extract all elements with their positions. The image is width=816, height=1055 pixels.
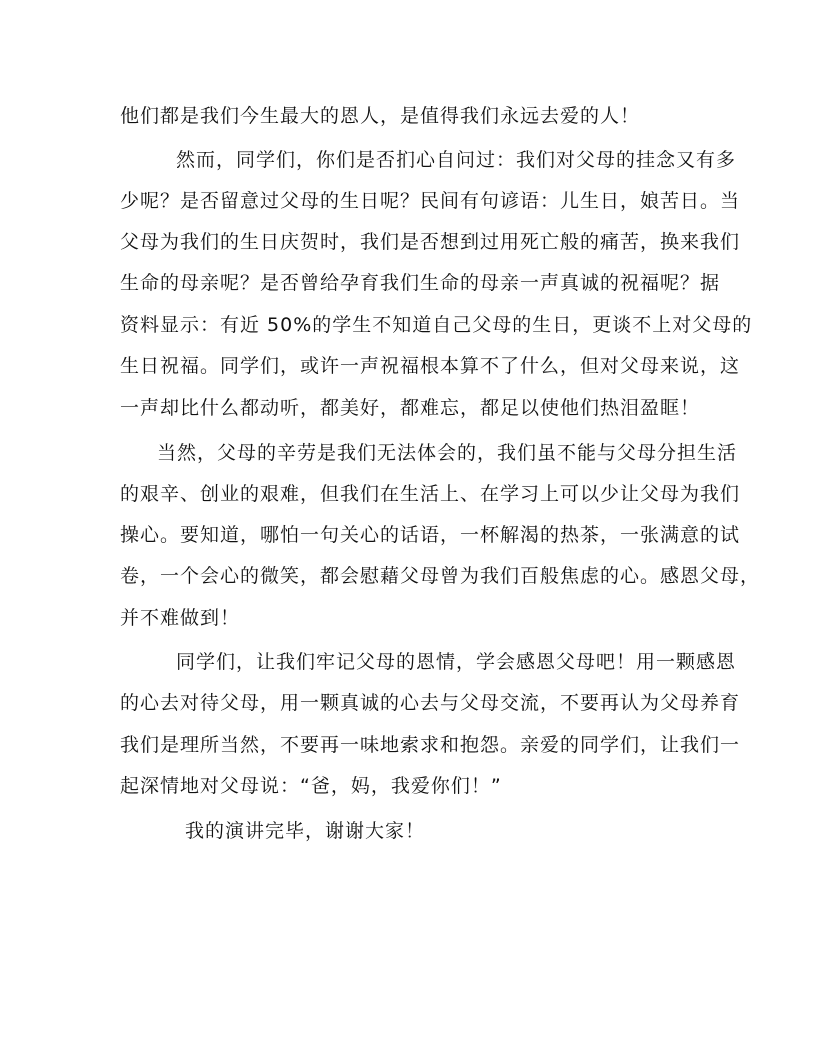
text-line-4: 父母为我们的生日庆贺时，我们是否想到过用死亡般的痛苦，换来我们	[120, 231, 741, 253]
text-line-12: 卷，一个会心的微笑，都会慰藉父母曾为我们百般焦虑的心。感恩父母，	[120, 565, 761, 587]
text-line-17: 起深情地对父母说：“爸，妈，我爱你们！”	[120, 775, 502, 797]
text-line-13: 并不难做到！	[120, 607, 241, 629]
text-line-1: 他们都是我们今生最大的恩人，是值得我们永远去爱的人！	[120, 105, 641, 127]
text-line-2: 然而，同学们，你们是否扪心自问过：我们对父母的挂念又有多	[176, 149, 737, 171]
text-line-5: 生命的母亲呢？是否曾给孕育我们生命的母亲一声真诚的祝福呢？据	[120, 272, 721, 294]
text-line-10: 的艰辛、创业的艰难，但我们在生活上、在学习上可以少让父母为我们	[120, 483, 741, 505]
text-line-14: 同学们，让我们牢记父母的恩情，学会感恩父母吧！用一颗感恩	[176, 651, 737, 673]
text-line-15: 的心去对待父母，用一颗真诚的心去与父母交流，不要再认为父母养育	[120, 692, 741, 714]
text-line-8: 一声却比什么都动听，都美好，都难忘，都足以使他们热泪盈眶！	[120, 397, 701, 419]
text-line-3: 少呢？是否留意过父母的生日呢？民间有句谚语：儿生日，娘苦日。当	[120, 190, 741, 212]
text-line-18: 我的演讲完毕，谢谢大家！	[185, 820, 426, 842]
text-line-7: 生日祝福。同学们，或许一声祝福根本算不了什么，但对父母来说，这	[120, 355, 741, 377]
text-line-11: 操心。要知道，哪怕一句关心的话语，一杯解渴的热茶，一张满意的试	[120, 524, 741, 546]
text-line-16: 我们是理所当然，不要再一味地索求和抱怨。亲爱的同学们，让我们一	[120, 734, 741, 756]
text-line-6: 资料显示：有近 50%的学生不知道自己父母的生日，更谈不上对父母的	[120, 314, 753, 336]
text-line-9: 当然，父母的辛劳是我们无法体会的，我们虽不能与父母分担生活	[157, 442, 738, 464]
